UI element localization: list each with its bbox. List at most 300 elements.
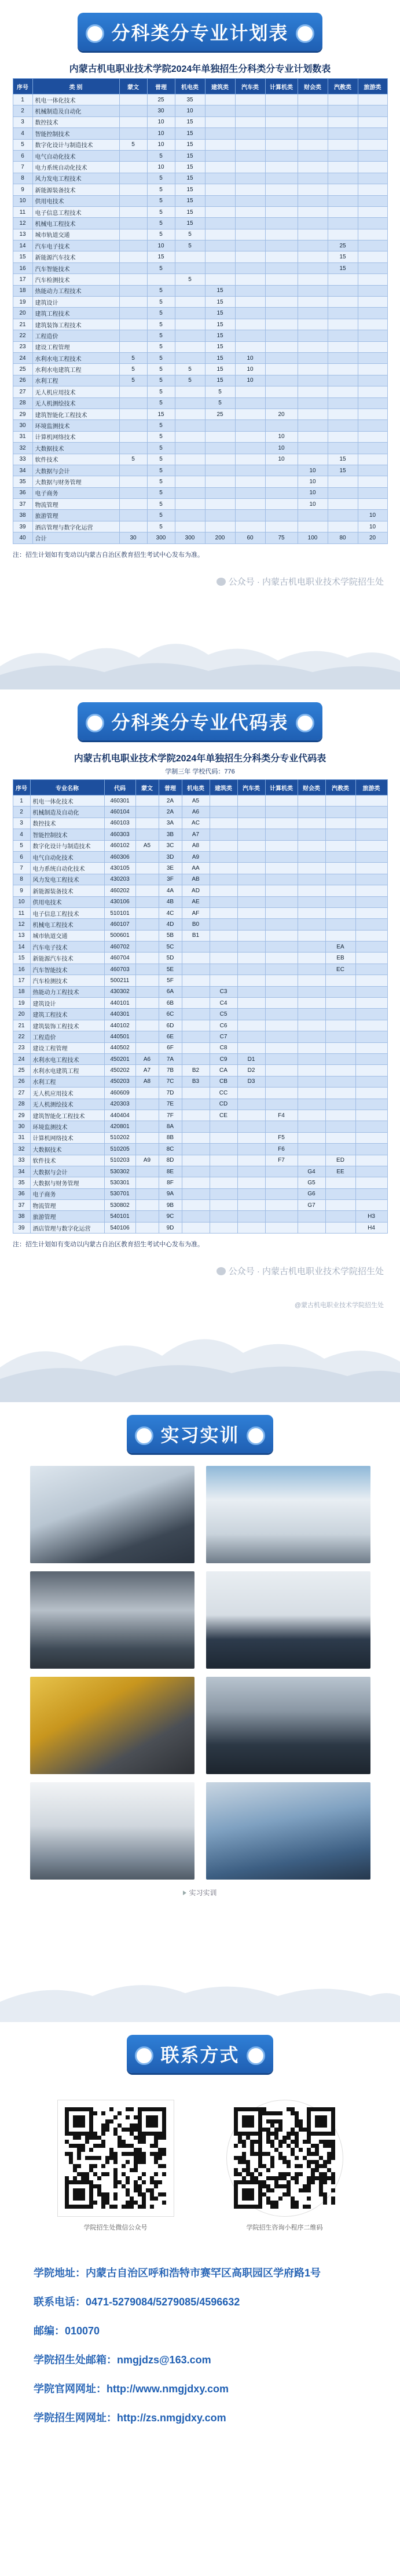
table-cell: 7D <box>159 1088 182 1099</box>
table-cell: 30 <box>13 420 32 431</box>
table-row <box>13 829 387 840</box>
table-row <box>13 431 387 442</box>
table-row <box>13 964 387 975</box>
watermark <box>0 559 400 588</box>
table-cell <box>265 851 298 862</box>
table-cell: 36 <box>13 1188 30 1199</box>
table-cell: 10 <box>147 128 175 139</box>
table-cell <box>298 942 325 953</box>
table-cell: 23 <box>13 341 32 352</box>
table-cell <box>265 964 298 975</box>
table-cell <box>182 998 210 1009</box>
table-cell: 460107 <box>104 919 135 930</box>
table-cell: 28 <box>13 1099 30 1110</box>
table-cell <box>135 930 159 941</box>
table-row <box>13 1200 387 1211</box>
training-photo <box>30 1782 195 1880</box>
table-cell <box>205 521 235 532</box>
table-cell: D3 <box>237 1076 265 1087</box>
table-cell: 22 <box>13 330 32 341</box>
table-cell <box>135 874 159 885</box>
table-header-cell: 普理 <box>147 79 175 94</box>
table-cell: F6 <box>265 1144 298 1155</box>
table-cell <box>237 1009 265 1020</box>
table-cell <box>210 975 237 986</box>
table-cell <box>298 1144 325 1155</box>
contact-banner-text: 联系方式 <box>160 2045 240 2066</box>
table-cell: 460303 <box>104 829 135 840</box>
table-cell: 智能控制技术 <box>30 829 104 840</box>
table-cell: 5B <box>159 930 182 941</box>
table-cell <box>175 420 205 431</box>
table-cell <box>182 1177 210 1188</box>
table-cell: A9 <box>135 1155 159 1166</box>
table-row <box>13 807 387 818</box>
table-cell: 37 <box>13 1200 30 1211</box>
table-cell <box>205 184 235 195</box>
table-cell <box>328 105 358 116</box>
table-cell <box>328 499 358 510</box>
table-cell: 新能源装备技术 <box>32 184 119 195</box>
table-row <box>13 352 387 363</box>
table-cell: 460703 <box>104 964 135 975</box>
admission-site-link[interactable]: http://zs.nmgjdxy.com <box>117 2412 226 2424</box>
table-row <box>13 1222 387 1233</box>
table-cell <box>298 885 325 896</box>
table-cell <box>175 319 205 330</box>
table-cell: C5 <box>210 1009 237 1020</box>
table-cell: EA <box>325 942 355 953</box>
table-cell <box>237 964 265 975</box>
table-cell <box>325 1200 355 1211</box>
table-cell <box>325 840 355 851</box>
table-cell: 430106 <box>104 896 135 907</box>
table-cell <box>355 840 387 851</box>
table-cell <box>265 874 298 885</box>
table-cell <box>298 896 325 907</box>
table-cell <box>205 251 235 262</box>
table-cell <box>182 964 210 975</box>
table-cell: 10 <box>147 116 175 127</box>
table-cell <box>355 998 387 1009</box>
table-cell <box>358 454 387 465</box>
table-cell: 10 <box>147 162 175 173</box>
table-cell <box>135 1200 159 1211</box>
table-cell <box>210 1222 237 1233</box>
table-cell <box>175 297 205 308</box>
table-cell <box>328 128 358 139</box>
contact-website[interactable] <box>34 2374 400 2403</box>
table-cell <box>265 420 298 431</box>
table-cell: 14 <box>13 240 32 251</box>
table-cell: 大数据与会计 <box>32 465 119 476</box>
table-cell: 热能动力工程技术 <box>32 285 119 296</box>
table-cell <box>237 1222 265 1233</box>
table-cell <box>119 218 147 229</box>
table-cell <box>325 975 355 986</box>
table-row <box>13 796 387 807</box>
table-cell <box>328 195 358 206</box>
table-cell: 5 <box>175 240 205 251</box>
table-cell <box>328 319 358 330</box>
table-cell <box>358 184 387 195</box>
table-cell: 7 <box>13 162 32 173</box>
table-cell <box>298 218 328 229</box>
table-cell <box>298 420 328 431</box>
table-row <box>13 1020 387 1031</box>
table-cell <box>237 807 265 818</box>
table-cell <box>175 308 205 319</box>
table-cell: 5 <box>147 487 175 498</box>
table-cell <box>182 1211 210 1222</box>
table-cell: 大数据技术 <box>32 443 119 454</box>
table-row <box>13 274 387 285</box>
qr-right-label: 学院招生咨询小程序二维码 <box>246 2224 323 2231</box>
table-row <box>13 510 387 521</box>
table-cell: 530301 <box>104 1177 135 1188</box>
table-cell: 水利水电建筑工程 <box>30 1065 104 1076</box>
table-cell <box>205 240 235 251</box>
table-row <box>13 297 387 308</box>
table-cell <box>298 1121 325 1132</box>
table-cell <box>325 1020 355 1031</box>
table-cell <box>298 863 325 874</box>
table-cell <box>265 308 298 319</box>
table-cell: 440501 <box>104 1031 135 1042</box>
table-cell <box>328 184 358 195</box>
table-cell <box>265 1222 298 1233</box>
table-cell: 数字化设计与制造技术 <box>30 840 104 851</box>
table-cell <box>205 162 235 173</box>
table-cell: 3C <box>159 840 182 851</box>
table-cell <box>298 274 328 285</box>
table-cell <box>135 1211 159 1222</box>
table-cell: 15 <box>328 251 358 262</box>
plan-table <box>13 78 388 544</box>
table-cell <box>237 930 265 941</box>
table-cell: 460102 <box>104 840 135 851</box>
table-cell <box>119 521 147 532</box>
table-cell: 9 <box>13 885 30 896</box>
table-cell <box>119 195 147 206</box>
table-cell <box>328 150 358 161</box>
table-cell: 10 <box>235 375 265 386</box>
table-cell <box>210 807 237 818</box>
table-cell <box>237 986 265 997</box>
table-cell <box>298 986 325 997</box>
table-cell: 风力发电工程技术 <box>30 874 104 885</box>
table-cell <box>328 330 358 341</box>
table-cell <box>328 397 358 408</box>
table-cell <box>182 953 210 964</box>
table-cell <box>135 1110 159 1121</box>
table-cell <box>182 1200 210 1211</box>
table-row <box>13 1031 387 1042</box>
table-cell <box>358 229 387 240</box>
table-cell <box>355 975 387 986</box>
table-cell <box>235 218 265 229</box>
table-cell: 5 <box>147 386 175 397</box>
table-cell <box>328 206 358 217</box>
table-cell: 5 <box>147 262 175 273</box>
table-cell <box>265 863 298 874</box>
table-cell: 建筑装饰工程技术 <box>32 319 119 330</box>
table-cell <box>265 521 298 532</box>
table-cell <box>265 94 298 105</box>
table-cell: 5 <box>147 330 175 341</box>
table-cell: 水利水电工程技术 <box>32 352 119 363</box>
table-cell <box>355 1042 387 1053</box>
table-cell: 城市轨道交通 <box>30 930 104 941</box>
table-cell <box>265 1065 298 1076</box>
table-cell: 440102 <box>104 1020 135 1031</box>
table-cell <box>325 1121 355 1132</box>
table-cell: 10 <box>13 195 32 206</box>
table-cell <box>325 851 355 862</box>
table-cell: 15 <box>328 465 358 476</box>
table-cell: A9 <box>182 851 210 862</box>
table-cell <box>205 218 235 229</box>
table-cell: 10 <box>298 487 328 498</box>
table-cell <box>325 807 355 818</box>
table-cell: 9 <box>13 184 32 195</box>
table-cell <box>355 1166 387 1177</box>
mountain-divider <box>0 626 400 689</box>
table-cell <box>358 162 387 173</box>
table-row <box>13 896 387 907</box>
table-cell: C6 <box>210 1020 237 1031</box>
table-cell: 15 <box>328 262 358 273</box>
table-cell: B2 <box>182 1065 210 1076</box>
table-cell: 风力发电工程技术 <box>32 173 119 184</box>
code-table-subtitle: 学制三年 学校代码：776 <box>165 768 235 775</box>
table-cell <box>325 896 355 907</box>
table-cell: 13 <box>13 229 32 240</box>
banner-circle-icon <box>296 24 314 43</box>
table-cell: 5 <box>147 375 175 386</box>
table-cell <box>135 1042 159 1053</box>
table-row <box>13 116 387 127</box>
training-photo <box>30 1677 195 1774</box>
table-cell <box>298 1211 325 1222</box>
table-cell: A8 <box>135 1076 159 1087</box>
table-cell <box>135 818 159 829</box>
table-cell <box>135 863 159 874</box>
table-cell: 500211 <box>104 975 135 986</box>
training-photo <box>206 1571 370 1669</box>
table-row <box>13 1042 387 1053</box>
table-cell <box>298 94 328 105</box>
table-cell <box>205 454 235 465</box>
table-cell: 39 <box>13 1222 30 1233</box>
table-cell: 460103 <box>104 818 135 829</box>
table-cell <box>265 162 298 173</box>
table-cell <box>237 907 265 918</box>
table-cell: 机械电工程技术 <box>30 919 104 930</box>
table-row <box>13 162 387 173</box>
table-cell <box>235 308 265 319</box>
table-cell <box>175 341 205 352</box>
table-cell <box>235 487 265 498</box>
table-cell: 2A <box>159 807 182 818</box>
table-cell <box>119 487 147 498</box>
table-header-cell: 序号 <box>13 79 32 94</box>
training-photo <box>206 1466 370 1563</box>
table-cell <box>265 1076 298 1087</box>
code-banner <box>78 702 322 740</box>
table-cell <box>175 397 205 408</box>
table-cell <box>265 240 298 251</box>
table-cell <box>355 1132 387 1143</box>
table-cell: 5 <box>119 139 147 150</box>
table-cell: 建设工程管理 <box>30 1042 104 1053</box>
table-cell: 旅游管理 <box>30 1211 104 1222</box>
table-cell: 4B <box>159 896 182 907</box>
table-row <box>13 840 387 851</box>
table-cell: 25 <box>13 364 32 375</box>
table-row <box>13 1188 387 1199</box>
table-cell <box>358 408 387 419</box>
table-row <box>13 240 387 251</box>
table-cell <box>358 465 387 476</box>
contact-email[interactable] <box>34 2345 400 2374</box>
table-cell: G6 <box>298 1188 325 1199</box>
contact-admission-site[interactable] <box>34 2403 400 2432</box>
table-cell <box>328 431 358 442</box>
table-row <box>13 1166 387 1177</box>
table-cell <box>265 975 298 986</box>
table-cell: 建筑智能化工程技术 <box>32 408 119 419</box>
table-cell: 4C <box>159 907 182 918</box>
table-cell: 32 <box>13 443 32 454</box>
table-cell <box>205 128 235 139</box>
table-cell <box>355 953 387 964</box>
table-cell <box>298 116 328 127</box>
table-cell <box>135 986 159 997</box>
table-cell: B1 <box>182 930 210 941</box>
table-cell: 460301 <box>104 796 135 807</box>
table-cell: D2 <box>237 1065 265 1076</box>
table-cell: 25 <box>13 1065 30 1076</box>
table-cell <box>210 1188 237 1199</box>
table-cell: 5 <box>147 521 175 532</box>
table-cell: 19 <box>13 998 30 1009</box>
table-cell <box>265 1200 298 1211</box>
table-cell <box>119 240 147 251</box>
table-cell <box>298 162 328 173</box>
table-cell <box>235 499 265 510</box>
table-cell <box>235 262 265 273</box>
table-cell: 7B <box>159 1065 182 1076</box>
table-cell <box>325 907 355 918</box>
table-cell <box>298 840 325 851</box>
table-cell <box>265 218 298 229</box>
table-cell <box>325 1009 355 1020</box>
table-cell <box>328 352 358 363</box>
table-cell: 5C <box>159 942 182 953</box>
table-cell <box>237 953 265 964</box>
website-link[interactable]: http://www.nmgjdxy.com <box>107 2383 229 2395</box>
table-cell: 5 <box>147 285 175 296</box>
table-cell <box>175 330 205 341</box>
table-cell <box>210 930 237 941</box>
miniprogram-qr-code[interactable] <box>226 2100 343 2217</box>
table-cell <box>182 1110 210 1121</box>
email-link[interactable]: nmgjdzs@163.com <box>117 2354 211 2366</box>
table-cell: 15 <box>205 330 235 341</box>
table-cell: 3B <box>159 829 182 840</box>
table-header-cell: 计算机类 <box>265 79 298 94</box>
table-cell <box>210 907 237 918</box>
table-cell <box>119 116 147 127</box>
table-cell <box>205 105 235 116</box>
table-cell <box>298 195 328 206</box>
table-cell <box>298 251 328 262</box>
table-cell <box>237 1031 265 1042</box>
table-cell: 34 <box>13 465 32 476</box>
table-cell: 500601 <box>104 930 135 941</box>
banner-circle-icon <box>135 2046 153 2065</box>
table-cell: 37 <box>13 499 32 510</box>
table-cell <box>265 206 298 217</box>
table-cell: 33 <box>13 1155 30 1166</box>
table-cell <box>298 953 325 964</box>
table-cell <box>328 308 358 319</box>
table-cell <box>265 487 298 498</box>
table-cell <box>205 476 235 487</box>
table-cell: 4 <box>13 128 32 139</box>
table-cell <box>135 953 159 964</box>
table-cell <box>235 510 265 521</box>
watermark-small: @蒙古机电职业技术学院招生处 <box>294 1302 384 1309</box>
table-cell <box>237 1132 265 1143</box>
table-cell <box>119 285 147 296</box>
table-cell <box>205 150 235 161</box>
table-cell <box>237 942 265 953</box>
table-cell <box>175 487 205 498</box>
table-cell: 6 <box>13 851 30 862</box>
wechat-qr-code[interactable] <box>57 2100 174 2217</box>
table-row <box>13 173 387 184</box>
table-cell: 8D <box>159 1155 182 1166</box>
table-cell: 数控技术 <box>32 116 119 127</box>
table-cell <box>135 1222 159 1233</box>
table-cell <box>135 1177 159 1188</box>
table-header-cell: 旅游类 <box>358 79 387 94</box>
table-cell <box>298 1009 325 1020</box>
table-cell <box>135 829 159 840</box>
table-cell <box>328 116 358 127</box>
table-cell: 机电一体化技术 <box>32 94 119 105</box>
contact-label: 学院地址： <box>34 2267 86 2279</box>
table-cell <box>237 1211 265 1222</box>
table-cell: 60 <box>235 532 265 543</box>
table-cell: 5 <box>147 465 175 476</box>
table-cell <box>237 1020 265 1031</box>
table-cell: 电子商务 <box>30 1188 104 1199</box>
table-cell <box>298 397 328 408</box>
table-cell: 27 <box>13 386 32 397</box>
table-cell: 大数据与会计 <box>30 1166 104 1177</box>
table-cell <box>355 930 387 941</box>
table-cell <box>298 308 328 319</box>
table-cell <box>298 184 328 195</box>
table-cell: 合计 <box>32 532 119 543</box>
table-cell: 无人机应用技术 <box>30 1088 104 1099</box>
table-cell: 11 <box>13 907 30 918</box>
table-cell <box>265 1020 298 1031</box>
table-cell <box>358 116 387 127</box>
